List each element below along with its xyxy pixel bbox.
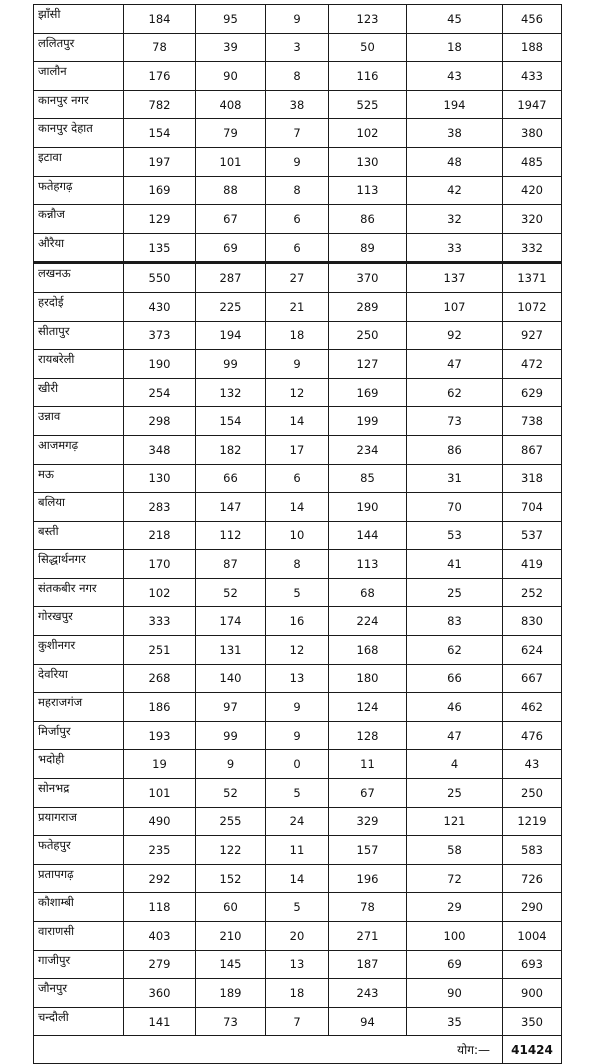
district-name-cell: सिद्धार्थनगर — [34, 550, 124, 579]
table-row — [34, 233, 562, 263]
value-cell-1: 373 — [124, 321, 196, 350]
value-cell-5: 4 — [407, 750, 503, 779]
value-cell-3: 18 — [266, 321, 329, 350]
table-footer — [34, 1036, 562, 1064]
table-row — [34, 836, 562, 865]
value-cell-4: 196 — [329, 864, 407, 893]
value-cell-1: 130 — [124, 464, 196, 493]
value-cell-1: 333 — [124, 607, 196, 636]
value-cell-5: 48 — [407, 147, 503, 176]
value-cell-4: 113 — [329, 176, 407, 205]
value-cell-3: 14 — [266, 493, 329, 522]
value-cell-5: 62 — [407, 378, 503, 407]
row-total-cell: 43 — [503, 750, 562, 779]
row-total-cell: 693 — [503, 950, 562, 979]
value-cell-5: 62 — [407, 636, 503, 665]
table-row — [34, 493, 562, 522]
row-total-cell: 1072 — [503, 292, 562, 321]
value-cell-3: 8 — [266, 62, 329, 91]
value-cell-1: 251 — [124, 636, 196, 665]
value-cell-3: 9 — [266, 350, 329, 379]
value-cell-5: 25 — [407, 578, 503, 607]
row-total-cell: 1004 — [503, 922, 562, 951]
row-total-cell: 250 — [503, 779, 562, 808]
value-cell-2: 88 — [196, 176, 266, 205]
row-total-cell: 1947 — [503, 90, 562, 119]
value-cell-4: 525 — [329, 90, 407, 119]
value-cell-2: 152 — [196, 864, 266, 893]
row-total-cell: 188 — [503, 33, 562, 62]
value-cell-4: 78 — [329, 893, 407, 922]
value-cell-1: 78 — [124, 33, 196, 62]
table-row — [34, 263, 562, 293]
row-total-cell: 900 — [503, 979, 562, 1008]
value-cell-5: 47 — [407, 350, 503, 379]
row-total-cell: 1371 — [503, 263, 562, 293]
table-row — [34, 435, 562, 464]
district-name-cell: इटावा — [34, 147, 124, 176]
value-cell-1: 348 — [124, 435, 196, 464]
value-cell-4: 102 — [329, 119, 407, 148]
district-name-cell: गाजीपुर — [34, 950, 124, 979]
district-name-cell: महराजगंज — [34, 693, 124, 722]
value-cell-2: 194 — [196, 321, 266, 350]
value-cell-2: 147 — [196, 493, 266, 522]
district-name-cell: औरैया — [34, 233, 124, 263]
value-cell-4: 124 — [329, 693, 407, 722]
table-row — [34, 176, 562, 205]
value-cell-2: 287 — [196, 263, 266, 293]
value-cell-5: 31 — [407, 464, 503, 493]
table-row — [34, 893, 562, 922]
table-row — [34, 464, 562, 493]
district-name-cell: रायबरेली — [34, 350, 124, 379]
value-cell-1: 118 — [124, 893, 196, 922]
value-cell-3: 14 — [266, 407, 329, 436]
district-name-cell: कन्नौज — [34, 205, 124, 234]
district-name-cell: बस्ती — [34, 521, 124, 550]
row-total-cell: 629 — [503, 378, 562, 407]
value-cell-4: 123 — [329, 5, 407, 34]
table-row — [34, 1007, 562, 1036]
row-total-cell: 476 — [503, 721, 562, 750]
value-cell-4: 169 — [329, 378, 407, 407]
row-total-cell: 537 — [503, 521, 562, 550]
row-total-cell: 738 — [503, 407, 562, 436]
value-cell-5: 42 — [407, 176, 503, 205]
value-cell-3: 5 — [266, 578, 329, 607]
value-cell-1: 490 — [124, 807, 196, 836]
value-cell-4: 199 — [329, 407, 407, 436]
value-cell-1: 101 — [124, 779, 196, 808]
value-cell-5: 66 — [407, 664, 503, 693]
value-cell-5: 69 — [407, 950, 503, 979]
district-name-cell: मिर्जापुर — [34, 721, 124, 750]
district-name-cell: कौशाम्बी — [34, 893, 124, 922]
value-cell-2: 210 — [196, 922, 266, 951]
value-cell-3: 11 — [266, 836, 329, 865]
value-cell-2: 99 — [196, 721, 266, 750]
table-row — [34, 807, 562, 836]
value-cell-5: 33 — [407, 233, 503, 263]
district-name-cell: गोरखपुर — [34, 607, 124, 636]
district-name-cell: वाराणसी — [34, 922, 124, 951]
value-cell-5: 32 — [407, 205, 503, 234]
value-cell-1: 283 — [124, 493, 196, 522]
value-cell-4: 250 — [329, 321, 407, 350]
district-name-cell: संतकबीर नगर — [34, 578, 124, 607]
value-cell-3: 7 — [266, 1007, 329, 1036]
value-cell-4: 370 — [329, 263, 407, 293]
value-cell-3: 5 — [266, 779, 329, 808]
district-name-cell: जौनपुर — [34, 979, 124, 1008]
value-cell-2: 66 — [196, 464, 266, 493]
value-cell-4: 86 — [329, 205, 407, 234]
value-cell-2: 97 — [196, 693, 266, 722]
value-cell-4: 128 — [329, 721, 407, 750]
district-name-cell: सीतापुर — [34, 321, 124, 350]
row-total-cell: 380 — [503, 119, 562, 148]
value-cell-2: 112 — [196, 521, 266, 550]
value-cell-1: 193 — [124, 721, 196, 750]
table-row — [34, 350, 562, 379]
table-row — [34, 864, 562, 893]
district-name-cell: मऊ — [34, 464, 124, 493]
table-row — [34, 62, 562, 91]
district-name-cell: कानपुर देहात — [34, 119, 124, 148]
table-row — [34, 750, 562, 779]
value-cell-1: 190 — [124, 350, 196, 379]
value-cell-4: 50 — [329, 33, 407, 62]
district-name-cell: सोनभद्र — [34, 779, 124, 808]
value-cell-4: 11 — [329, 750, 407, 779]
district-name-cell: लखनऊ — [34, 263, 124, 293]
district-name-cell: उन्नाव — [34, 407, 124, 436]
value-cell-2: 9 — [196, 750, 266, 779]
value-cell-2: 60 — [196, 893, 266, 922]
value-cell-1: 268 — [124, 664, 196, 693]
value-cell-4: 89 — [329, 233, 407, 263]
value-cell-1: 169 — [124, 176, 196, 205]
row-total-cell: 927 — [503, 321, 562, 350]
value-cell-1: 430 — [124, 292, 196, 321]
value-cell-2: 39 — [196, 33, 266, 62]
value-cell-4: 116 — [329, 62, 407, 91]
value-cell-5: 72 — [407, 864, 503, 893]
value-cell-4: 234 — [329, 435, 407, 464]
table-row — [34, 521, 562, 550]
value-cell-1: 102 — [124, 578, 196, 607]
value-cell-5: 46 — [407, 693, 503, 722]
value-cell-3: 38 — [266, 90, 329, 119]
value-cell-2: 90 — [196, 62, 266, 91]
value-cell-2: 52 — [196, 779, 266, 808]
value-cell-3: 6 — [266, 464, 329, 493]
value-cell-1: 129 — [124, 205, 196, 234]
value-cell-3: 18 — [266, 979, 329, 1008]
value-cell-3: 13 — [266, 664, 329, 693]
value-cell-2: 131 — [196, 636, 266, 665]
table-row — [34, 779, 562, 808]
value-cell-2: 95 — [196, 5, 266, 34]
value-cell-5: 38 — [407, 119, 503, 148]
table-row — [34, 147, 562, 176]
value-cell-4: 190 — [329, 493, 407, 522]
value-cell-5: 35 — [407, 1007, 503, 1036]
value-cell-5: 121 — [407, 807, 503, 836]
value-cell-3: 16 — [266, 607, 329, 636]
value-cell-3: 9 — [266, 147, 329, 176]
value-cell-4: 127 — [329, 350, 407, 379]
value-cell-5: 194 — [407, 90, 503, 119]
district-name-cell: कानपुर नगर — [34, 90, 124, 119]
value-cell-5: 25 — [407, 779, 503, 808]
district-name-cell: बलिया — [34, 493, 124, 522]
value-cell-3: 9 — [266, 5, 329, 34]
value-cell-4: 168 — [329, 636, 407, 665]
value-cell-4: 271 — [329, 922, 407, 951]
row-total-cell: 583 — [503, 836, 562, 865]
value-cell-3: 21 — [266, 292, 329, 321]
value-cell-2: 79 — [196, 119, 266, 148]
district-name-cell: आजमगढ़ — [34, 435, 124, 464]
value-cell-2: 132 — [196, 378, 266, 407]
table-row — [34, 33, 562, 62]
value-cell-2: 87 — [196, 550, 266, 579]
row-total-cell: 419 — [503, 550, 562, 579]
table-row — [34, 205, 562, 234]
value-cell-1: 135 — [124, 233, 196, 263]
value-cell-3: 24 — [266, 807, 329, 836]
row-total-cell: 332 — [503, 233, 562, 263]
value-cell-3: 10 — [266, 521, 329, 550]
value-cell-4: 329 — [329, 807, 407, 836]
row-total-cell: 830 — [503, 607, 562, 636]
value-cell-1: 184 — [124, 5, 196, 34]
value-cell-3: 3 — [266, 33, 329, 62]
value-cell-5: 45 — [407, 5, 503, 34]
row-total-cell: 624 — [503, 636, 562, 665]
row-total-cell: 462 — [503, 693, 562, 722]
row-total-cell: 252 — [503, 578, 562, 607]
district-name-cell: चन्दौली — [34, 1007, 124, 1036]
value-cell-3: 6 — [266, 233, 329, 263]
row-total-cell: 485 — [503, 147, 562, 176]
value-cell-4: 113 — [329, 550, 407, 579]
value-cell-2: 101 — [196, 147, 266, 176]
table-row — [34, 119, 562, 148]
value-cell-4: 67 — [329, 779, 407, 808]
value-cell-3: 8 — [266, 176, 329, 205]
value-cell-3: 5 — [266, 893, 329, 922]
district-name-cell: हरदोई — [34, 292, 124, 321]
table-row — [34, 636, 562, 665]
value-cell-2: 69 — [196, 233, 266, 263]
row-total-cell: 290 — [503, 893, 562, 922]
value-cell-3: 0 — [266, 750, 329, 779]
value-cell-2: 73 — [196, 1007, 266, 1036]
row-total-cell: 456 — [503, 5, 562, 34]
district-name-cell: ललितपुर — [34, 33, 124, 62]
value-cell-5: 107 — [407, 292, 503, 321]
value-cell-3: 20 — [266, 922, 329, 951]
value-cell-5: 29 — [407, 893, 503, 922]
value-cell-5: 100 — [407, 922, 503, 951]
value-cell-5: 137 — [407, 263, 503, 293]
value-cell-2: 174 — [196, 607, 266, 636]
value-cell-3: 13 — [266, 950, 329, 979]
value-cell-5: 73 — [407, 407, 503, 436]
value-cell-1: 298 — [124, 407, 196, 436]
value-cell-2: 52 — [196, 578, 266, 607]
table-row — [34, 378, 562, 407]
value-cell-2: 140 — [196, 664, 266, 693]
table-row — [34, 5, 562, 34]
row-total-cell: 704 — [503, 493, 562, 522]
value-cell-3: 7 — [266, 119, 329, 148]
table-row — [34, 407, 562, 436]
table-row — [34, 950, 562, 979]
table-row — [34, 607, 562, 636]
value-cell-2: 145 — [196, 950, 266, 979]
value-cell-1: 403 — [124, 922, 196, 951]
value-cell-5: 86 — [407, 435, 503, 464]
table-row — [34, 693, 562, 722]
value-cell-2: 189 — [196, 979, 266, 1008]
value-cell-5: 92 — [407, 321, 503, 350]
value-cell-4: 85 — [329, 464, 407, 493]
value-cell-5: 58 — [407, 836, 503, 865]
row-total-cell: 318 — [503, 464, 562, 493]
value-cell-2: 67 — [196, 205, 266, 234]
value-cell-4: 187 — [329, 950, 407, 979]
value-cell-1: 186 — [124, 693, 196, 722]
value-cell-3: 6 — [266, 205, 329, 234]
district-name-cell: देवरिया — [34, 664, 124, 693]
value-cell-3: 12 — [266, 378, 329, 407]
value-cell-3: 8 — [266, 550, 329, 579]
value-cell-5: 47 — [407, 721, 503, 750]
district-name-cell: प्रतापगढ़ — [34, 864, 124, 893]
row-total-cell: 350 — [503, 1007, 562, 1036]
value-cell-2: 99 — [196, 350, 266, 379]
value-cell-1: 176 — [124, 62, 196, 91]
table-row — [34, 90, 562, 119]
value-cell-1: 360 — [124, 979, 196, 1008]
value-cell-1: 154 — [124, 119, 196, 148]
value-cell-2: 154 — [196, 407, 266, 436]
value-cell-4: 180 — [329, 664, 407, 693]
value-cell-1: 292 — [124, 864, 196, 893]
total-value: 41424 — [503, 1036, 562, 1064]
value-cell-3: 14 — [266, 864, 329, 893]
district-name-cell: प्रयागराज — [34, 807, 124, 836]
value-cell-2: 255 — [196, 807, 266, 836]
value-cell-2: 122 — [196, 836, 266, 865]
district-name-cell: फतेहपुर — [34, 836, 124, 865]
district-name-cell: भदोही — [34, 750, 124, 779]
value-cell-5: 83 — [407, 607, 503, 636]
row-total-cell: 867 — [503, 435, 562, 464]
district-name-cell: झाँसी — [34, 5, 124, 34]
value-cell-3: 17 — [266, 435, 329, 464]
value-cell-4: 144 — [329, 521, 407, 550]
table-row — [34, 664, 562, 693]
value-cell-3: 9 — [266, 721, 329, 750]
table-row — [34, 550, 562, 579]
district-name-cell: कुशीनगर — [34, 636, 124, 665]
table-body — [34, 5, 562, 1036]
value-cell-5: 18 — [407, 33, 503, 62]
value-cell-4: 289 — [329, 292, 407, 321]
value-cell-2: 182 — [196, 435, 266, 464]
row-total-cell: 667 — [503, 664, 562, 693]
value-cell-4: 68 — [329, 578, 407, 607]
value-cell-1: 254 — [124, 378, 196, 407]
total-row — [34, 1036, 562, 1064]
value-cell-4: 224 — [329, 607, 407, 636]
row-total-cell: 320 — [503, 205, 562, 234]
value-cell-5: 53 — [407, 521, 503, 550]
value-cell-4: 243 — [329, 979, 407, 1008]
value-cell-1: 279 — [124, 950, 196, 979]
value-cell-1: 197 — [124, 147, 196, 176]
district-name-cell: फतेहगढ़ — [34, 176, 124, 205]
value-cell-3: 27 — [266, 263, 329, 293]
table-row — [34, 721, 562, 750]
district-data-table — [33, 4, 562, 1064]
value-cell-3: 9 — [266, 693, 329, 722]
value-cell-1: 782 — [124, 90, 196, 119]
value-cell-3: 12 — [266, 636, 329, 665]
district-name-cell: खीरी — [34, 378, 124, 407]
value-cell-2: 408 — [196, 90, 266, 119]
table-row — [34, 979, 562, 1008]
value-cell-1: 235 — [124, 836, 196, 865]
row-total-cell: 726 — [503, 864, 562, 893]
value-cell-1: 170 — [124, 550, 196, 579]
value-cell-1: 550 — [124, 263, 196, 293]
value-cell-1: 141 — [124, 1007, 196, 1036]
value-cell-4: 157 — [329, 836, 407, 865]
table-row — [34, 922, 562, 951]
value-cell-4: 94 — [329, 1007, 407, 1036]
value-cell-4: 130 — [329, 147, 407, 176]
row-total-cell: 420 — [503, 176, 562, 205]
district-name-cell: जालौन — [34, 62, 124, 91]
table-row — [34, 321, 562, 350]
value-cell-1: 218 — [124, 521, 196, 550]
value-cell-1: 19 — [124, 750, 196, 779]
row-total-cell: 472 — [503, 350, 562, 379]
value-cell-5: 41 — [407, 550, 503, 579]
value-cell-2: 225 — [196, 292, 266, 321]
value-cell-5: 43 — [407, 62, 503, 91]
total-label: योग:— — [34, 1036, 503, 1064]
district-table-sheet — [33, 4, 561, 1064]
table-row — [34, 578, 562, 607]
row-total-cell: 1219 — [503, 807, 562, 836]
value-cell-5: 90 — [407, 979, 503, 1008]
table-row — [34, 292, 562, 321]
row-total-cell: 433 — [503, 62, 562, 91]
value-cell-5: 70 — [407, 493, 503, 522]
